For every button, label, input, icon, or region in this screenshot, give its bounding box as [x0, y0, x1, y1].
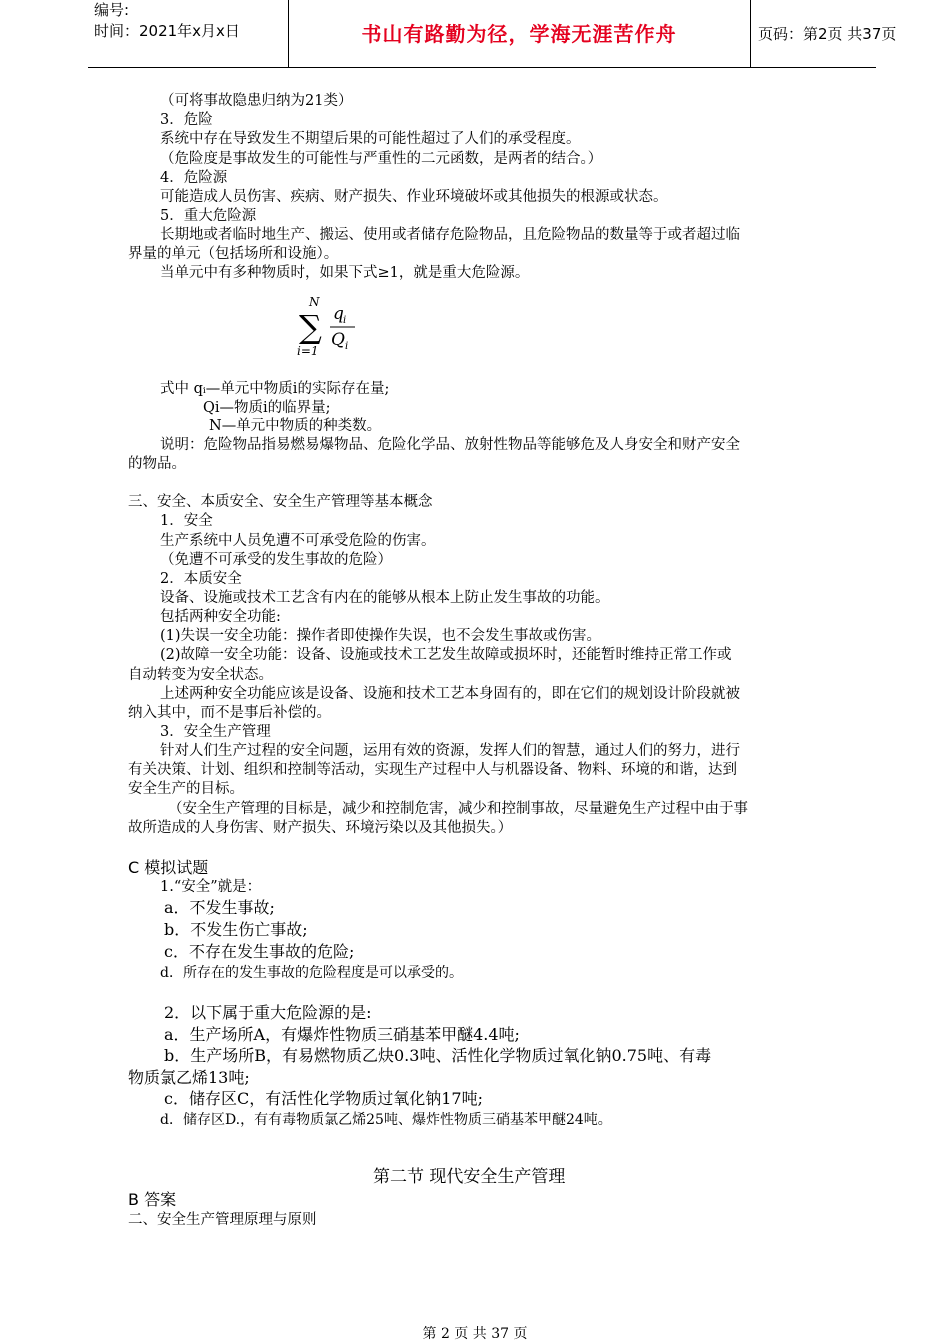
header-motto: 书山有路勤为径，学海无涯苦作舟: [361, 22, 677, 46]
text-line: 有关决策、计划、组织和控制等活动，实现生产过程中人与机器设备、物料、环境的和谐，达到: [128, 762, 737, 778]
text-line: (2)故障一安全功能：设备、设施或技术工艺发生故障或损坏时，还能暂时维持正常工作或: [160, 647, 732, 663]
formula-numerator-subscript: i: [343, 315, 347, 326]
summation-formula: [297, 295, 367, 361]
answer-option: b．不发生伤亡事故;: [164, 920, 308, 939]
answer-option: c．不存在发生事故的危险;: [164, 942, 355, 961]
section-heading: 二、安全生产管理原理与原则: [128, 1212, 317, 1228]
answer-option: 物质氯乙烯13吨;: [128, 1068, 250, 1087]
text-line: 针对人们生产过程的安全问题，运用有效的资源，发挥人们的智慧，通过人们的努力，进行: [160, 743, 740, 759]
header-page-number: 页码：第2页 共37页: [758, 25, 897, 43]
answer-option: a．生产场所A，有爆炸性物质三硝基苯甲醚4.4吨;: [164, 1025, 520, 1044]
formula-sigma: ∑: [299, 308, 322, 346]
text-line: 故所造成的人身伤害、财产损失、环境污染以及其他损失。）: [128, 820, 513, 836]
section-heading: 3．危险: [160, 112, 213, 128]
text-line: (1)失误一安全功能：操作者即使操作失误，也不会发生事故或伤害。: [160, 628, 602, 644]
text-line: 生产系统中人员免遭不可承受危险的伤害。: [160, 533, 436, 549]
text-line: 界量的单元（包括场所和设施）。: [128, 246, 339, 262]
answer-option: d．所存在的发生事故的危险程度是可以承受的。: [160, 965, 463, 981]
section-heading: 5．重大危险源: [160, 208, 257, 224]
text-line: 说明：危险物品指易燃易爆物品、危险化学品、放射性物品等能够危及人身安全和财产安全: [160, 437, 740, 453]
formula-numerator: q: [333, 304, 344, 324]
header-meta: [88, 0, 289, 68]
answer-option: b．生产场所B，有易燃物质乙炔0.3吨、活性化学物质过氧化钠0.75吨、有毒: [164, 1046, 712, 1065]
section-heading: 2．本质安全: [160, 571, 242, 587]
document-date: 时间：2021年x月x日: [94, 22, 240, 40]
text-line: Qi—物质i的临界量;: [203, 400, 331, 416]
answer-option: a．不发生事故;: [164, 898, 275, 917]
formula-upper-limit: N: [309, 295, 320, 309]
text-line: 纳入其中，而不是事后补偿的。: [128, 705, 331, 721]
section-heading: 三、安全、本质安全、安全生产管理等基本概念: [128, 494, 433, 510]
text-line: 设备、设施或技术工艺含有内在的能够从根本上防止发生事故的功能。: [160, 590, 610, 606]
section-heading: 4．危险源: [160, 170, 228, 186]
section-heading: 1．安全: [160, 513, 213, 529]
answer-option: d．储存区D.，有有毒物质氯乙烯25吨、爆炸性物质三硝基苯甲醚24吨。: [160, 1112, 612, 1128]
text-line: 当单元中有多种物质时，如果下式≥1，就是重大危险源。: [160, 265, 530, 281]
text-line: 长期地或者临时地生产、搬运、使用或者储存危险物品，且危险物品的数量等于或者超过临: [160, 227, 740, 243]
section-title: B 答案: [128, 1190, 177, 1209]
text-line: （危险度是事故发生的可能性与严重性的二元函数，是两者的结合。）: [160, 151, 603, 167]
text-line: 安全生产的目标。: [128, 781, 244, 797]
formula-lower-limit: i=1: [297, 344, 319, 358]
text-line: 系统中存在导致发生不期望后果的可能性超过了人们的承受程度。: [160, 131, 581, 147]
text-line: 式中 qᵢ—单元中物质i的实际存在量;: [160, 381, 390, 397]
answer-option: c．储存区C，有活性化学物质过氧化钠17吨;: [164, 1089, 483, 1108]
question: 1.“安全”就是：: [160, 879, 262, 895]
page-footer: 第 2 页 共 37 页: [422, 1326, 528, 1342]
text-line: 包括两种安全功能:: [160, 609, 281, 625]
text-line: （可将事故隐患归纳为21类）: [160, 93, 353, 109]
text-line: 自动转变为安全状态。: [128, 667, 273, 683]
document-number: 编号:: [94, 1, 130, 19]
header-rule: [88, 67, 876, 68]
chapter-title: 第二节 现代安全生产管理: [373, 1167, 566, 1187]
section-title: C 模拟试题: [128, 858, 209, 877]
text-line: （安全生产管理的目标是，减少和控制危害，减少和控制事故，尽量避免生产过程中由于事: [168, 801, 748, 817]
formula-denominator-subscript: i: [345, 341, 349, 352]
text-line: 的物品。: [128, 456, 186, 472]
formula-denominator: Q: [331, 330, 345, 350]
text-line: 上述两种安全功能应该是设备、设施和技术工艺本身固有的，即在它们的规划设计阶段就被: [160, 686, 740, 702]
text-line: 可能造成人员伤害、疾病、财产损失、作业环境破坏或其他损失的根源或状态。: [160, 189, 668, 205]
page-header: [88, 0, 897, 68]
question: 2．以下属于重大危险源的是:: [164, 1003, 372, 1022]
header-motto-cell: [288, 0, 751, 68]
text-line: （免遭不可承受的发生事故的危险）: [160, 552, 392, 568]
section-heading: 3．安全生产管理: [160, 724, 271, 740]
header-page-cell: [750, 0, 897, 68]
text-line: N—单元中物质的种类数。: [209, 418, 382, 434]
